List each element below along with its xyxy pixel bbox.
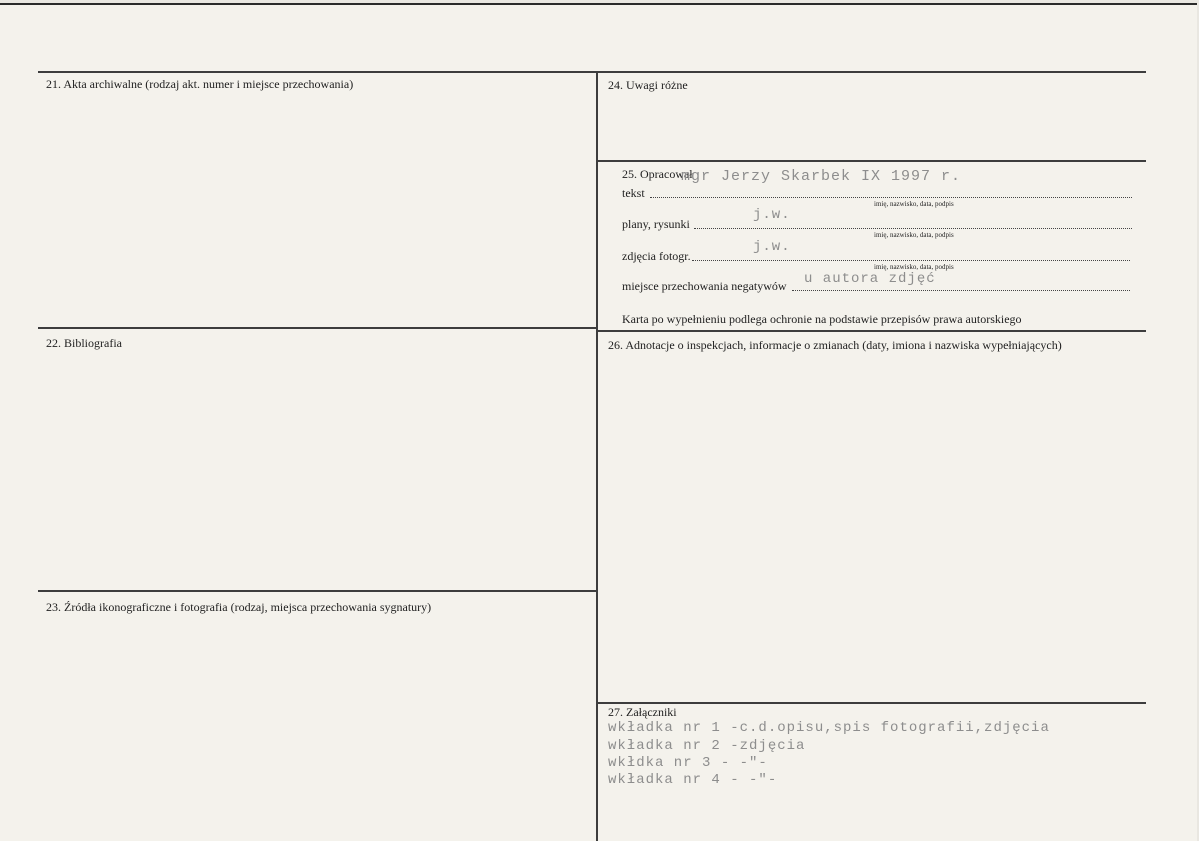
copyright-note: Karta po wypełnieniu podlega ochronie na podstawie przepisów prawa autorskiego	[622, 312, 1022, 326]
row-photos-label: zdjęcia fotogr.	[622, 249, 691, 263]
row-tekst-sublabel: imię, nazwisko, data, podpis	[874, 200, 954, 208]
section-23-label: 23. Źródła ikonograficzne i fotografia (rodzaj, miejsca przechowania sygnatury)	[46, 600, 432, 614]
attachment-item: wkładka nr 1 -c.d.opisu,spis fotografii,zdjęcia	[608, 720, 1050, 736]
row-negatives-value: u autora zdjęć	[804, 271, 936, 287]
section-25-label: 25. Opracował	[622, 167, 693, 181]
author-typed: mgr Jerzy Skarbek IX 1997 r.	[681, 168, 962, 185]
row-plans-label: plany, rysunki	[622, 217, 690, 231]
section-27-label: 27. Załączniki	[608, 705, 677, 719]
row-photos-sublabel: imię, nazwisko, data, podpis	[874, 263, 954, 271]
row-photos-value: j.w.	[753, 239, 791, 255]
row-negatives-label: miejsce przechowania negatywów	[622, 279, 787, 293]
row-photos-line	[692, 260, 1130, 261]
section-22-label: 22. Bibliografia	[46, 336, 122, 350]
section-21-label: 21. Akta archiwalne (rodzaj akt. numer i miejsce przechowania)	[46, 77, 354, 91]
record-card-sheet	[0, 3, 1197, 841]
center-divider	[596, 71, 598, 841]
divider-26-27	[598, 702, 1146, 704]
attachment-item: wkładka nr 4 - -"-	[608, 772, 778, 788]
row-tekst-line	[650, 197, 1132, 198]
section-26-label: 26. Adnotacje o inspekcjach, informacje o zmianach (daty, imiona i nazwiska wypełniających)	[608, 338, 1062, 352]
divider-25-26	[598, 330, 1146, 332]
divider-21-22	[38, 327, 596, 329]
top-rule	[38, 71, 1146, 73]
section-24-label: 24. Uwagi różne	[608, 78, 688, 92]
divider-22-23	[38, 590, 596, 592]
row-tekst-label: tekst	[622, 186, 645, 200]
divider-24-25	[598, 160, 1146, 162]
attachment-item: wkłdka nr 3 - -"-	[608, 755, 768, 771]
row-negatives-line	[792, 290, 1130, 291]
row-plans-line	[694, 228, 1132, 229]
row-plans-sublabel: imię, nazwisko, data, podpis	[874, 231, 954, 239]
attachment-item: wkładka nr 2 -zdjęcia	[608, 738, 806, 754]
row-plans-value: j.w.	[753, 207, 791, 223]
